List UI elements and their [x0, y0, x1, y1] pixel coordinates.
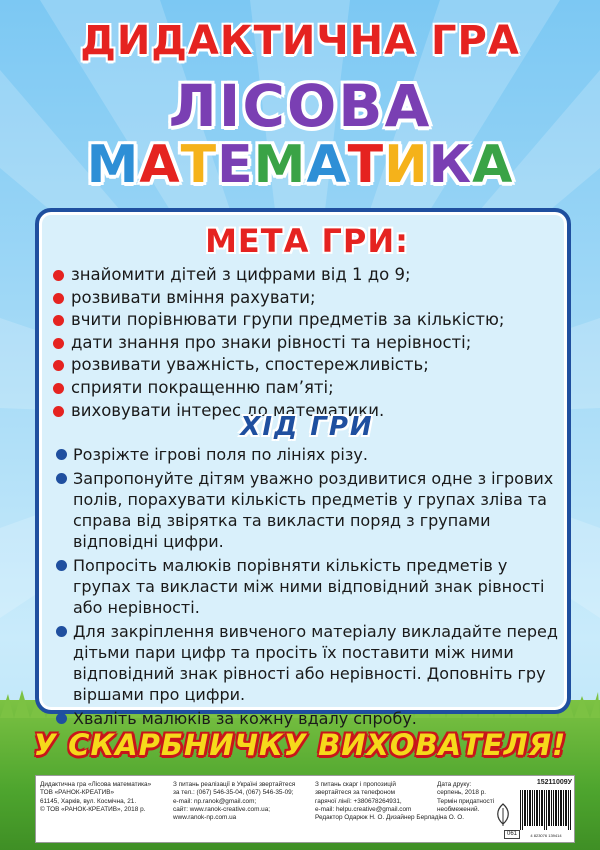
math-letter: А: [306, 135, 348, 195]
list-item: Розріжте ігрові поля по лініях різу.: [55, 444, 570, 465]
forest-letter: Л: [168, 72, 219, 140]
list-item: сприяти покращенню пам’яті;: [51, 377, 571, 400]
eco-leaf-icon: [492, 802, 514, 828]
list-item: Запропонуйте дітям уважно роздивитися одне з ігрових полів, порахувати кількість предметів у групах зліва та справа від звірятка та викласти поряд з групами відповідні цифри.: [55, 468, 570, 552]
bullet-icon: [53, 293, 64, 304]
bullet-icon: [56, 560, 67, 571]
goal-list: [51, 264, 571, 422]
math-letter: М: [253, 135, 307, 195]
imprint-footer: [35, 775, 575, 843]
forest-letter: С: [242, 72, 287, 140]
bullet-icon: [53, 270, 64, 281]
list-item: Для закріплення вивченого матеріалу викладайте перед дітьми пари цифр та просіть їх поставити між ними відповідний знак рівності або нерівності. Доповніть гру віршами про цифри.: [55, 621, 570, 705]
age-tag: 061: [504, 830, 520, 839]
list-item: вчити порівнювати групи предметів за кількістю;: [51, 309, 571, 332]
title-block: [0, 0, 600, 200]
imprint-print-date: Дата друку: серпень, 2018 р. Термін придатності необмежений.: [437, 781, 495, 813]
barcode-icon: [519, 790, 571, 830]
steps-list: [55, 444, 570, 732]
forest-letter: О: [286, 72, 339, 140]
bullet-icon: [53, 360, 64, 371]
forest-letter: І: [218, 72, 243, 140]
imprint-sales-contacts: З питань реалізації в Україні звертайтеся за тел.: (067) 546-35-04, (067) 546-35-09; e-mail: np.ranok@gmail.com; сайт: www.ranok-creative.com.ua; www.ranok-np.com.ua: [173, 781, 296, 822]
math-letter: М: [86, 135, 140, 195]
list-item: розвивати уважність, спостережливість;: [51, 354, 571, 377]
bullet-icon: [53, 383, 64, 394]
list-item: виховувати інтерес до математики.: [51, 400, 571, 423]
list-item: розвивати вміння рахувати;: [51, 287, 571, 310]
rules-panel: [35, 208, 571, 728]
barcode-number: 4 823076 139414: [530, 833, 562, 838]
title-forest: [0, 72, 600, 140]
forest-letter: А: [384, 72, 432, 140]
goal-title: МЕТА ГРИ:: [205, 222, 409, 260]
imprint-publisher: Дидактична гра «Лісова математика» ТОВ «РАНОК-КРЕАТИВ» 61145, Харків, вул. Космічна, 21. © ТОВ «РАНОК-КРЕАТИВ», 2018 р.: [40, 781, 152, 813]
bullet-icon: [56, 449, 67, 460]
bullet-icon: [56, 713, 67, 724]
title-math: [0, 135, 600, 195]
list-item: Попросіть малюків порівняти кількість предметів у групах та викласти між ними відповідний знак рівності або нерівності.: [55, 555, 570, 618]
list-item: Хваліть малюків за кожну вдалу спробу.: [55, 708, 570, 729]
math-letter: Т: [180, 135, 218, 195]
title-didactic-game: ДИДАКТИЧНА ГРА: [80, 18, 520, 64]
bullet-icon: [53, 315, 64, 326]
steps-title: ХІД ГРИ: [240, 412, 374, 442]
imprint-hotline: З питань скарг і пропозицій звертайтеся за телефоном гарячої лінії: +380678264931, e-mail: helpu.creative@gmail.com Редактор Одарюк Н. О. Дизайнер Берладіна О. О.: [315, 781, 465, 822]
product-code: 15211009У: [536, 779, 572, 786]
list-item: дати знання про знаки рівності та нерівності;: [51, 332, 571, 355]
math-letter: К: [428, 135, 473, 195]
math-letter: Е: [217, 135, 254, 195]
bullet-icon: [56, 473, 67, 484]
bullet-icon: [56, 626, 67, 637]
math-letter: И: [384, 135, 429, 195]
math-letter: Т: [347, 135, 385, 195]
bullet-icon: [53, 338, 64, 349]
math-letter: А: [472, 135, 514, 195]
math-letter: А: [139, 135, 181, 195]
banner-slogan: У СКАРБНИЧКУ ВИХОВАТЕЛЯ!: [33, 728, 567, 762]
forest-letter: В: [338, 72, 385, 140]
list-item: знайомити дітей з цифрами від 1 до 9;: [51, 264, 571, 287]
